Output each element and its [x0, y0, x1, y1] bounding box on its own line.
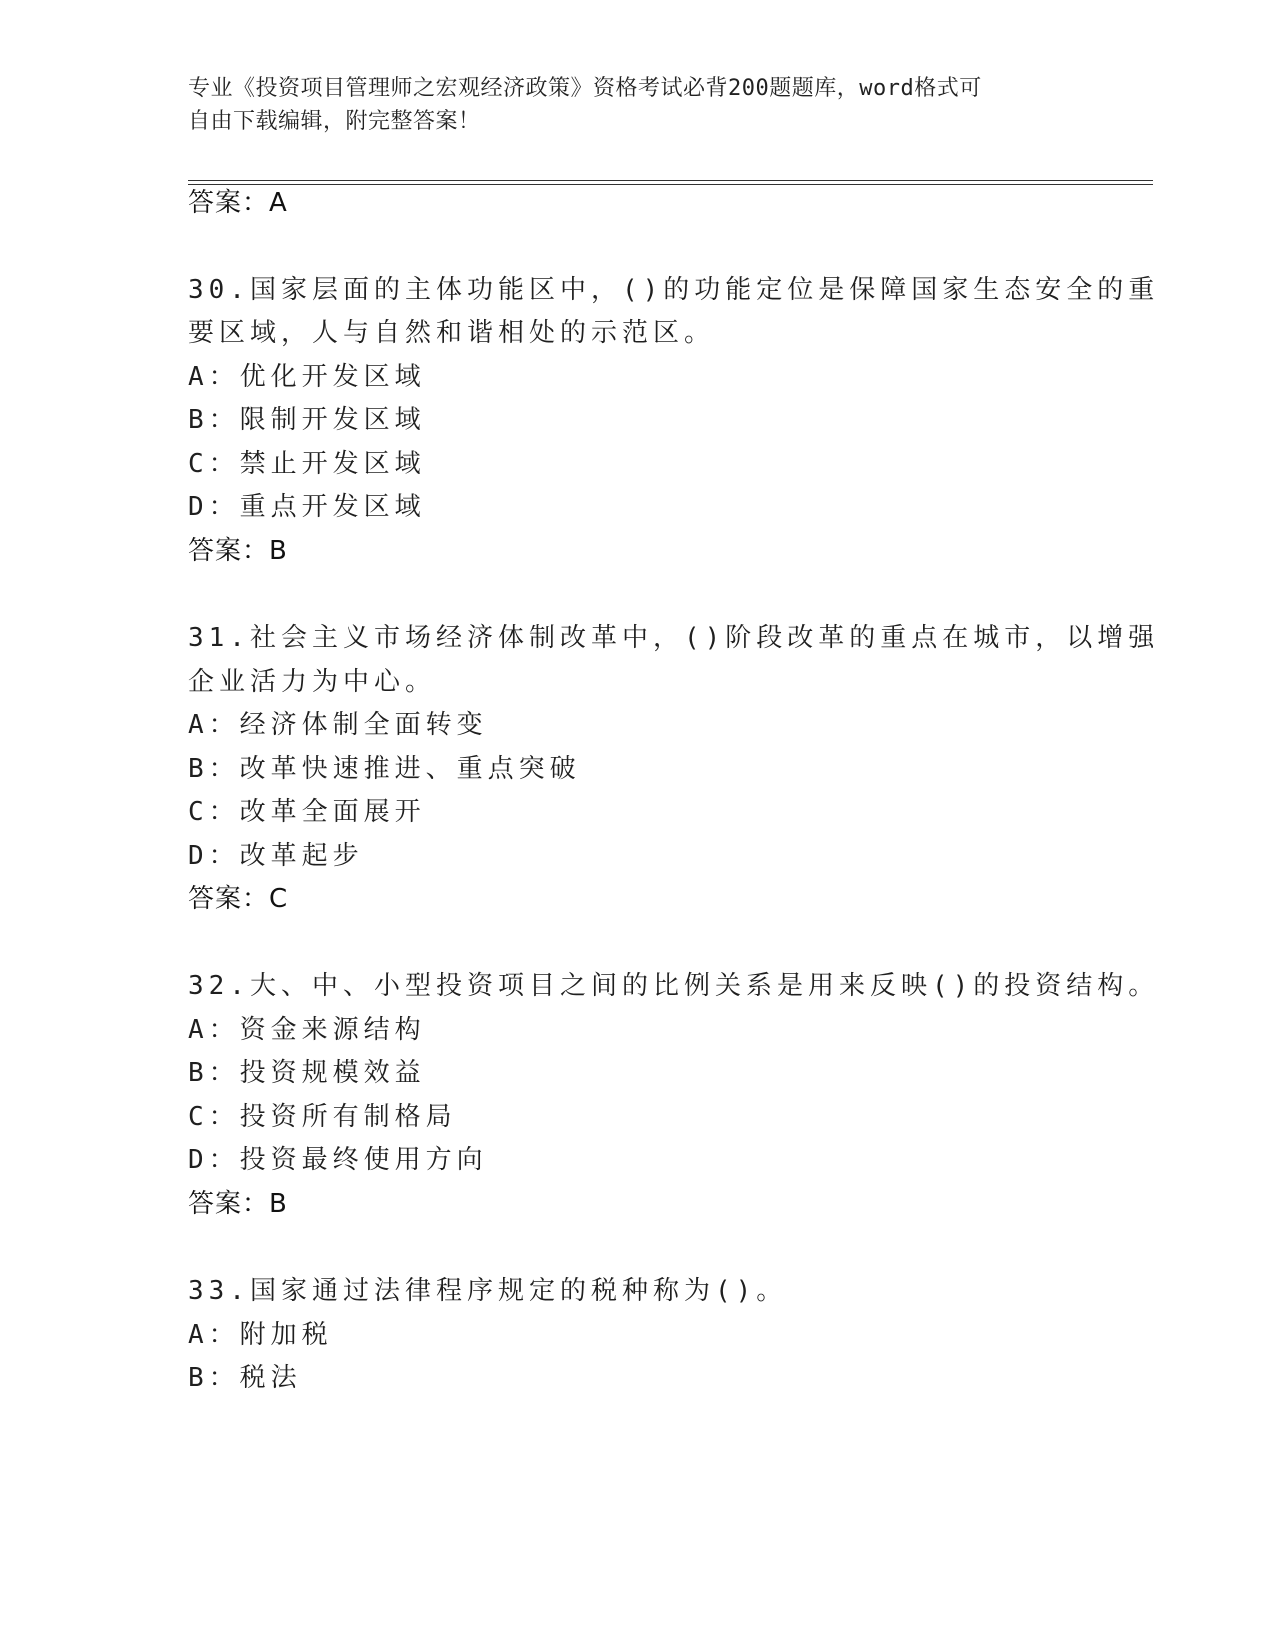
question-30-answer: 答案：B — [188, 536, 288, 566]
header-divider-top — [188, 180, 1153, 181]
answer-line: 答案：A — [188, 188, 288, 218]
question-30-stem-line-1: 30.国家层面的主体功能区中，()的功能定位是保障国家生态安全的重 — [188, 275, 1160, 305]
question-32-option-a: A：资金来源结构 — [188, 1015, 426, 1045]
question-33-option-b: B：税法 — [188, 1363, 302, 1393]
question-31-stem-line-2: 企业活力为中心。 — [188, 667, 437, 697]
header-line-1: 专业《投资项目管理师之宏观经济政策》资格考试必背200题题库，word格式可 — [188, 76, 982, 101]
header-divider-bottom — [188, 184, 1153, 185]
question-30-stem-line-2: 要区域，人与自然和谐相处的示范区。 — [188, 318, 716, 348]
question-31-answer: 答案：C — [188, 884, 289, 914]
question-32-answer: 答案：B — [188, 1189, 288, 1219]
question-30-option-a: A：优化开发区域 — [188, 362, 426, 392]
question-31-option-b: B：改革快速推进、重点突破 — [188, 754, 581, 784]
question-31-option-d: D：改革起步 — [188, 841, 364, 871]
question-32-option-b: B：投资规模效益 — [188, 1058, 426, 1088]
document-header — [188, 72, 1068, 138]
question-30-option-b: B：限制开发区域 — [188, 405, 426, 435]
question-31-stem-line-1: 31.社会主义市场经济体制改革中，()阶段改革的重点在城市，以增强 — [188, 623, 1160, 653]
question-33-stem-line-1: 33.国家通过法律程序规定的税种称为()。 — [188, 1276, 788, 1306]
question-32-option-c: C：投资所有制格局 — [188, 1102, 457, 1132]
question-30-option-d: D：重点开发区域 — [188, 492, 426, 522]
header-line-2: 自由下载编辑，附完整答案！ — [188, 109, 481, 134]
question-33-option-a: A：附加税 — [188, 1320, 333, 1350]
question-32-option-d: D：投资最终使用方向 — [188, 1145, 488, 1175]
question-30-option-c: C：禁止开发区域 — [188, 449, 426, 479]
question-31-option-c: C：改革全面展开 — [188, 797, 426, 827]
question-31-option-a: A：经济体制全面转变 — [188, 710, 488, 740]
question-32-stem-line-1: 32.大、中、小型投资项目之间的比例关系是用来反映()的投资结构。 — [188, 971, 1160, 1001]
